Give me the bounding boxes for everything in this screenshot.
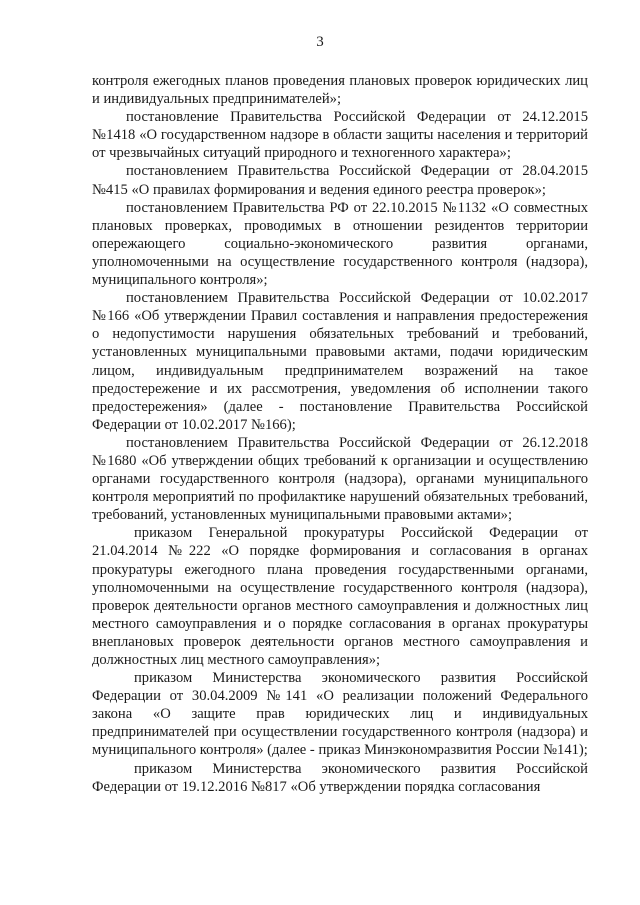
paragraph: контроля ежегодных планов проведения плановых проверок юридических лиц и индивидуальных предпринимателей»; bbox=[92, 73, 588, 108]
paragraph: приказом Генеральной прокуратуры Российской Федерации от 21.04.2014 №222 «О порядке формирования и согласования в органах прокуратуры ежегодного плана проведения государственными органами, уполномоченными на осуществление государственного контроля (надзора), проверок деятельности органов местного самоуправления и должностных лиц местного самоуправления и о порядке согласования в органах прокуратуры внеплановых проверок деятельности органов местного самоуправления и должностных лиц местного самоуправления»; bbox=[92, 525, 588, 668]
paragraph: постановлением Правительства РФ от 22.10.2015 №1132 «О совместных плановых проверках, проводимых в отношении резидентов территории опережающего социально-экономического развития органами, уполномоченными на осуществление государственного контроля (надзора), муниципального контроля»; bbox=[92, 199, 588, 289]
paragraph: приказом Министерства экономического развития Российской Федерации от 19.12.2016 №817 «Об утверждении порядка согласования bbox=[92, 760, 588, 795]
paragraph: постановлением Правительства Российской Федерации от 28.04.2015 №415 «О правилах формирования и ведения единого реестра проверок»; bbox=[92, 163, 588, 198]
paragraph: приказом Министерства экономического развития Российской Федерации от 30.04.2009 №141 «О реализации положений Федерального закона «О защите прав юридических лиц и индивидуальных предпринимателей при осуществлении государственного контроля (надзора) и муниципального контроля» (далее - приказ Минэкономразвития России №141); bbox=[92, 670, 588, 759]
paragraph: постановление Правительства Российской Федерации от 24.12.2015 №1418 «О государственном надзоре в области защиты населения и территорий от чрезвычайных ситуаций природного и техногенного характера»; bbox=[92, 109, 588, 162]
document-body bbox=[92, 72, 588, 796]
paragraph: постановлением Правительства Российской Федерации от 26.12.2018 №1680 «Об утверждении общих требований к организации и осуществлению органами государственного контроля (надзора), органами муниципального контроля мероприятий по профилактике нарушений обязательных требований, требований, установленных муниципальными правовыми актами»; bbox=[92, 434, 588, 524]
paragraph: постановлением Правительства Российской Федерации от 10.02.2017 №166 «Об утверждении Правил составления и направления предостережения о недопустимости нарушения обязательных требований и требований, установленных муниципальными правовыми актами, подачи юридическим лицом, индивидуальным предпринимателем возражений на такое предостережение и их рассмотрения, уведомления об исполнении такого предостережения» (далее - постановление Правительства Российской Федерации от 10.02.2017 №166); bbox=[92, 290, 588, 433]
page-number: 3 bbox=[316, 34, 324, 50]
